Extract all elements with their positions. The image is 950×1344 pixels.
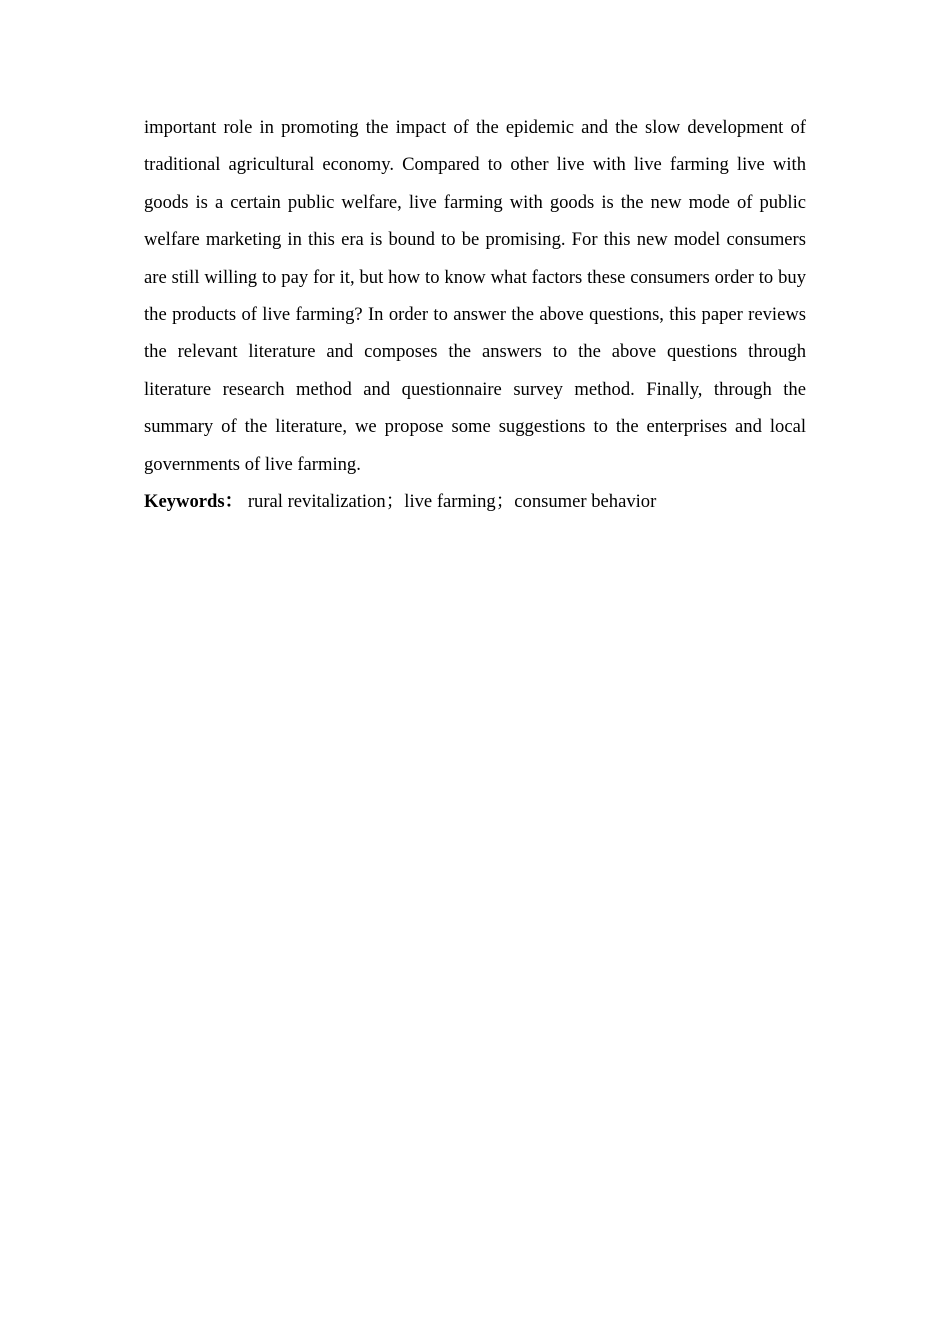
keywords-line [144,483,806,520]
keyword-separator: ； [385,491,405,513]
keywords-label: Keywords [144,491,225,513]
keyword-item: consumer behavior [514,491,657,513]
abstract-paragraph: important role in promoting the impact of the epidemic and the slow development of traditional agricultural economy. Compared to other live with live farming live with goods is a certain public welfare, live farming with goods is the new mode of public welfare marketing in this era is bound to be promising. For this new model consumers are still willing to pay for it, but how to know what factors these consumers order to buy the products of live farming? In order to answer the above questions, this paper reviews the relevant literature and composes the answers to the above questions through literature research method and questionnaire survey method. Finally, through the summary of the literature, we propose some suggestions to the enterprises and local governments of live farming. [144,117,806,475]
keyword-separator: ； [495,491,515,513]
abstract-section [144,109,806,520]
keyword-item: rural revitalization [247,491,386,513]
keywords-colon: ： [224,491,244,513]
keyword-item: live farming [404,491,496,513]
